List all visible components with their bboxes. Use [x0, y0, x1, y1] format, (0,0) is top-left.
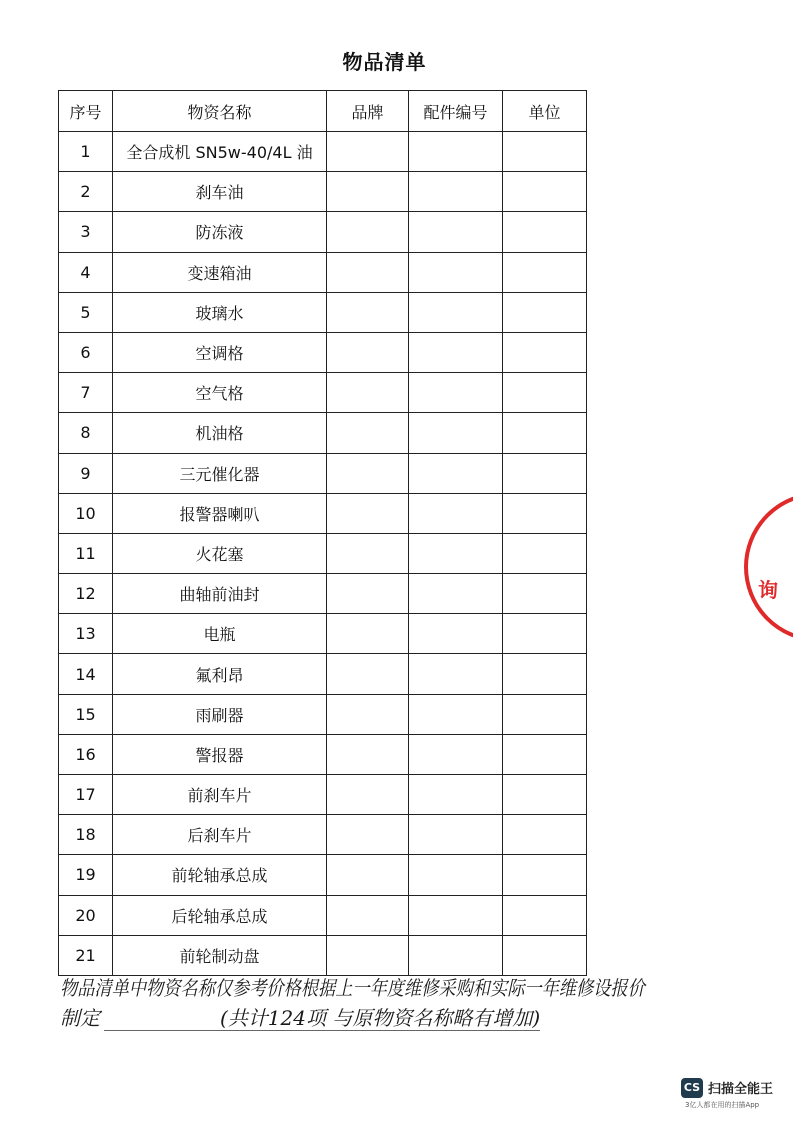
cell-no: 19 — [59, 855, 113, 895]
cell-brand — [327, 413, 409, 453]
cell-part-no — [409, 132, 503, 172]
table-row — [59, 895, 587, 935]
table-row — [59, 172, 587, 212]
cell-no: 11 — [59, 533, 113, 573]
cell-name: 刹车油 — [113, 172, 327, 212]
cell-part-no — [409, 533, 503, 573]
cell-unit — [503, 212, 587, 252]
header-part-no: 配件编号 — [409, 91, 503, 132]
cell-part-no — [409, 373, 503, 413]
cell-brand — [327, 132, 409, 172]
cell-no: 21 — [59, 935, 113, 975]
cell-part-no — [409, 574, 503, 614]
cell-no: 3 — [59, 212, 113, 252]
cell-no: 12 — [59, 574, 113, 614]
cell-unit — [503, 895, 587, 935]
cell-no: 2 — [59, 172, 113, 212]
item-list-table — [58, 90, 587, 976]
table-row — [59, 252, 587, 292]
cell-name: 电瓶 — [113, 614, 327, 654]
handwritten-note-line2-b: (共计124项 与原物资名称略有增加) — [220, 1006, 541, 1030]
cell-brand — [327, 855, 409, 895]
cell-brand — [327, 212, 409, 252]
cell-part-no — [409, 935, 503, 975]
cell-part-no — [409, 895, 503, 935]
cell-name: 玻璃水 — [113, 292, 327, 332]
cell-brand — [327, 694, 409, 734]
cell-part-no — [409, 694, 503, 734]
table-row — [59, 332, 587, 372]
cell-name: 变速箱油 — [113, 252, 327, 292]
cell-brand — [327, 252, 409, 292]
cell-no: 13 — [59, 614, 113, 654]
cell-no: 15 — [59, 694, 113, 734]
cell-unit — [503, 694, 587, 734]
cell-part-no — [409, 614, 503, 654]
table-row — [59, 212, 587, 252]
cell-brand — [327, 895, 409, 935]
handwritten-note-line2 — [60, 1002, 540, 1031]
cell-no: 9 — [59, 453, 113, 493]
table-header-row — [59, 91, 587, 132]
table-row — [59, 292, 587, 332]
cell-unit — [503, 252, 587, 292]
table-row — [59, 775, 587, 815]
watermark-name: 扫描全能王 — [708, 1082, 774, 1097]
cell-brand — [327, 292, 409, 332]
cell-unit — [503, 373, 587, 413]
cell-no: 7 — [59, 373, 113, 413]
cell-unit — [503, 493, 587, 533]
table-row — [59, 734, 587, 774]
cell-brand — [327, 734, 409, 774]
cell-part-no — [409, 453, 503, 493]
page-title: 物品清单 — [342, 50, 427, 74]
red-seal-stamp — [744, 492, 793, 642]
cell-name: 曲轴前油封 — [113, 574, 327, 614]
table-row — [59, 614, 587, 654]
cell-name: 警报器 — [113, 734, 327, 774]
table-row — [59, 855, 587, 895]
cell-part-no — [409, 855, 503, 895]
cell-part-no — [409, 775, 503, 815]
cell-unit — [503, 332, 587, 372]
cell-part-no — [409, 172, 503, 212]
stamp-ring — [744, 492, 793, 642]
cell-no: 8 — [59, 413, 113, 453]
cell-unit — [503, 734, 587, 774]
table-row — [59, 654, 587, 694]
header-name: 物资名称 — [113, 91, 327, 132]
cell-unit — [503, 413, 587, 453]
cell-brand — [327, 614, 409, 654]
cell-brand — [327, 935, 409, 975]
table-row — [59, 493, 587, 533]
header-no: 序号 — [59, 91, 113, 132]
cell-unit — [503, 533, 587, 573]
cell-name: 氟利昂 — [113, 654, 327, 694]
header-brand: 品牌 — [327, 91, 409, 132]
cell-name: 防冻液 — [113, 212, 327, 252]
cell-name: 三元催化器 — [113, 453, 327, 493]
cell-name: 空调格 — [113, 332, 327, 372]
cell-unit — [503, 775, 587, 815]
camscanner-watermark — [681, 1076, 787, 1112]
cell-brand — [327, 574, 409, 614]
cell-name: 空气格 — [113, 373, 327, 413]
cell-unit — [503, 132, 587, 172]
cell-brand — [327, 654, 409, 694]
table-row — [59, 373, 587, 413]
table-row — [59, 453, 587, 493]
cell-unit — [503, 453, 587, 493]
table-row — [59, 533, 587, 573]
table-row — [59, 935, 587, 975]
cell-unit — [503, 855, 587, 895]
cell-no: 1 — [59, 132, 113, 172]
cell-no: 17 — [59, 775, 113, 815]
cell-brand — [327, 172, 409, 212]
cell-brand — [327, 373, 409, 413]
watermark-tagline: 3亿人都在用的扫描App — [685, 1101, 760, 1109]
cell-brand — [327, 493, 409, 533]
cell-name: 报警器喇叭 — [113, 493, 327, 533]
table-row — [59, 694, 587, 734]
cell-name: 雨刷器 — [113, 694, 327, 734]
cell-part-no — [409, 292, 503, 332]
cell-part-no — [409, 252, 503, 292]
header-unit: 单位 — [503, 91, 587, 132]
cell-unit — [503, 815, 587, 855]
cell-unit — [503, 614, 587, 654]
cell-no: 20 — [59, 895, 113, 935]
cell-name: 前轮制动盘 — [113, 935, 327, 975]
cell-unit — [503, 935, 587, 975]
handwritten-underline — [104, 1030, 540, 1031]
cell-brand — [327, 775, 409, 815]
cell-unit — [503, 654, 587, 694]
cell-brand — [327, 453, 409, 493]
cell-part-no — [409, 212, 503, 252]
cell-part-no — [409, 815, 503, 855]
cell-name: 火花塞 — [113, 533, 327, 573]
table-row — [59, 413, 587, 453]
table-row — [59, 132, 587, 172]
cell-part-no — [409, 734, 503, 774]
cell-unit — [503, 172, 587, 212]
cell-no: 10 — [59, 493, 113, 533]
cell-brand — [327, 815, 409, 855]
cell-brand — [327, 533, 409, 573]
cell-part-no — [409, 493, 503, 533]
table-row — [59, 815, 587, 855]
cell-name: 后刹车片 — [113, 815, 327, 855]
cell-name: 全合成机 SN5w-40/4L 油 — [113, 132, 327, 172]
cell-brand — [327, 332, 409, 372]
handwritten-note-line2-a: 制定 — [60, 1006, 100, 1030]
cell-part-no — [409, 332, 503, 372]
cell-name: 机油格 — [113, 413, 327, 453]
cell-name: 后轮轴承总成 — [113, 895, 327, 935]
cell-name: 前轮轴承总成 — [113, 855, 327, 895]
cell-no: 5 — [59, 292, 113, 332]
cell-no: 6 — [59, 332, 113, 372]
stamp-text: 询 — [758, 578, 778, 602]
cell-unit — [503, 292, 587, 332]
cell-part-no — [409, 654, 503, 694]
cell-no: 14 — [59, 654, 113, 694]
camscanner-logo-icon: CS — [681, 1078, 703, 1098]
cell-no: 18 — [59, 815, 113, 855]
cell-part-no — [409, 413, 503, 453]
table-row — [59, 574, 587, 614]
cell-no: 16 — [59, 734, 113, 774]
cell-no: 4 — [59, 252, 113, 292]
handwritten-note-line1: 物品清单中物资名称仅参考价格根据上一年度维修采购和实际一年维修设报价 — [60, 976, 645, 1000]
cell-unit — [503, 574, 587, 614]
cell-name: 前刹车片 — [113, 775, 327, 815]
